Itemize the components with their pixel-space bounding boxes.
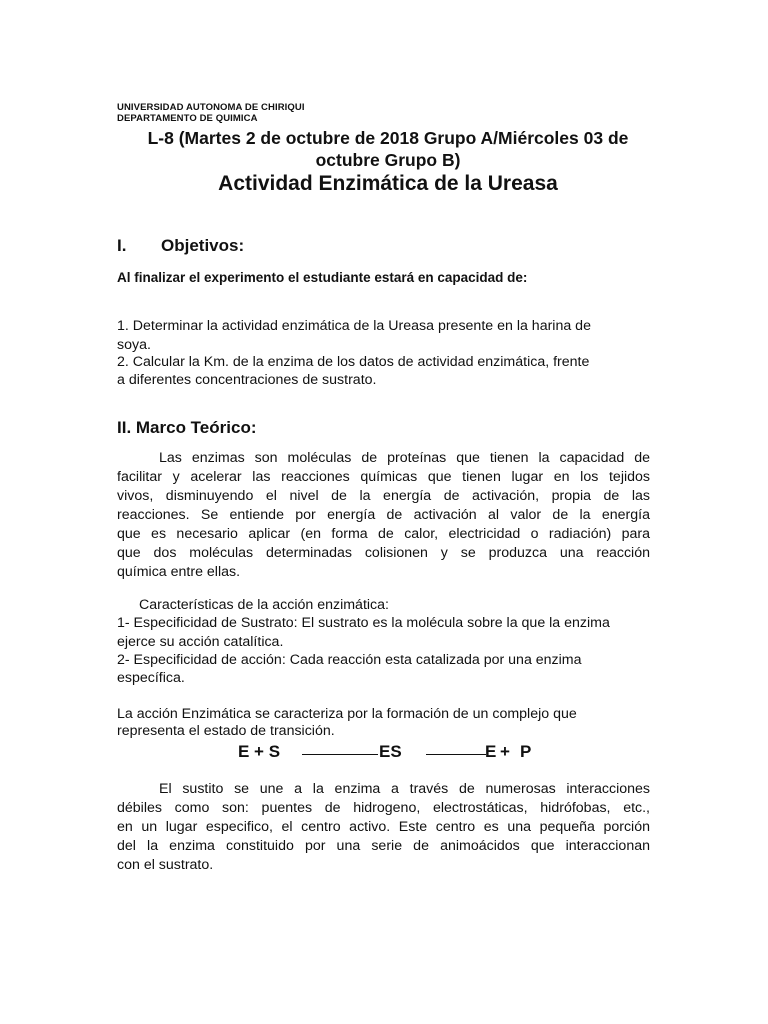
- paragraph-line: con el sustrato.: [117, 857, 214, 873]
- lab-title-line2: octubre Grupo B): [315, 150, 461, 170]
- section1-lead: Al finalizar el experimento el estudiante estará en capacidad de:: [117, 270, 528, 285]
- section2-title: II. Marco Teórico:: [117, 418, 257, 437]
- action-text-line1: La acción Enzimática se caracteriza por la formación de un complejo que: [117, 706, 577, 722]
- department-name: DEPARTAMENTO DE QUIMICA: [117, 113, 258, 124]
- paragraph-line: del la enzima constituido por una serie de animoácidos que interaccionan: [117, 838, 650, 854]
- paragraph-line: El sustito se une a la enzima a través de numerosas interacciones: [159, 781, 650, 797]
- section1-title: Objetivos:: [161, 236, 245, 255]
- equation-complex: ES: [379, 742, 402, 761]
- theory-paragraph-1: [117, 449, 650, 582]
- characteristic-2-line2: específica.: [117, 670, 185, 686]
- paragraph-line: que es necesario aplicar (en forma de calor, electricidad o radiación) para: [117, 526, 650, 542]
- objective-1-line1: 1. Determinar la actividad enzimática de la Ureasa presente en la harina de: [117, 318, 591, 334]
- reaction-arrow-line-1: [302, 754, 378, 755]
- paragraph-line: Las enzimas son moléculas de proteínas que tienen la capacidad de: [159, 450, 650, 466]
- equation-product: P: [520, 742, 532, 761]
- paragraph-line: vivos, disminuyendo el nivel de la energía de activación, propia de las: [117, 488, 650, 504]
- theory-paragraph-2: [117, 780, 650, 875]
- lab-title-line1: L-8 (Martes 2 de octubre de 2018 Grupo A/Miércoles 03 de: [147, 128, 629, 148]
- paragraph-line: facilitar y acelerar las reacciones químicas que tienen lugar en los tejidos: [117, 469, 650, 485]
- paragraph-line: química entre ellas.: [117, 564, 241, 580]
- section1-number: I.: [117, 236, 127, 255]
- main-title: Actividad Enzimática de la Ureasa: [218, 172, 558, 195]
- reaction-arrow-line-2: [426, 754, 486, 755]
- equation-plus: +: [500, 742, 510, 761]
- characteristics-heading: Características de la acción enzimática:: [139, 597, 389, 613]
- action-text-line2: representa el estado de transición.: [117, 723, 335, 739]
- objective-2-line2: a diferentes concentraciones de sustrato.: [117, 372, 377, 388]
- paragraph-line: reacciones. Se entiende por energía de activación al valor de la energía: [117, 507, 650, 523]
- equation-enzyme: E: [485, 742, 497, 761]
- paragraph-line: en un lugar especifico, el centro activo. Este centro es una pequeña porción: [117, 819, 650, 835]
- equation-reactants: E + S: [238, 742, 281, 761]
- characteristic-2-line1: 2- Especificidad de acción: Cada reacción esta catalizada por una enzima: [117, 652, 582, 668]
- institution-name: UNIVERSIDAD AUTONOMA DE CHIRIQUI: [117, 102, 305, 113]
- paragraph-line: que dos moléculas determinadas colisionen y se produzca una reacción: [117, 545, 650, 561]
- objective-2-line1: 2. Calcular la Km. de la enzima de los datos de actividad enzimática, frente: [117, 354, 590, 370]
- characteristic-1-line1: 1- Especificidad de Sustrato: El sustrato es la molécula sobre la que la enzima: [117, 615, 610, 631]
- paragraph-line: débiles como son: puentes de hidrogeno, electrostáticas, hidrófobas, etc.,: [117, 800, 650, 816]
- characteristic-1-line2: ejerce su acción catalítica.: [117, 634, 284, 650]
- objective-1-line2: soya.: [117, 337, 151, 353]
